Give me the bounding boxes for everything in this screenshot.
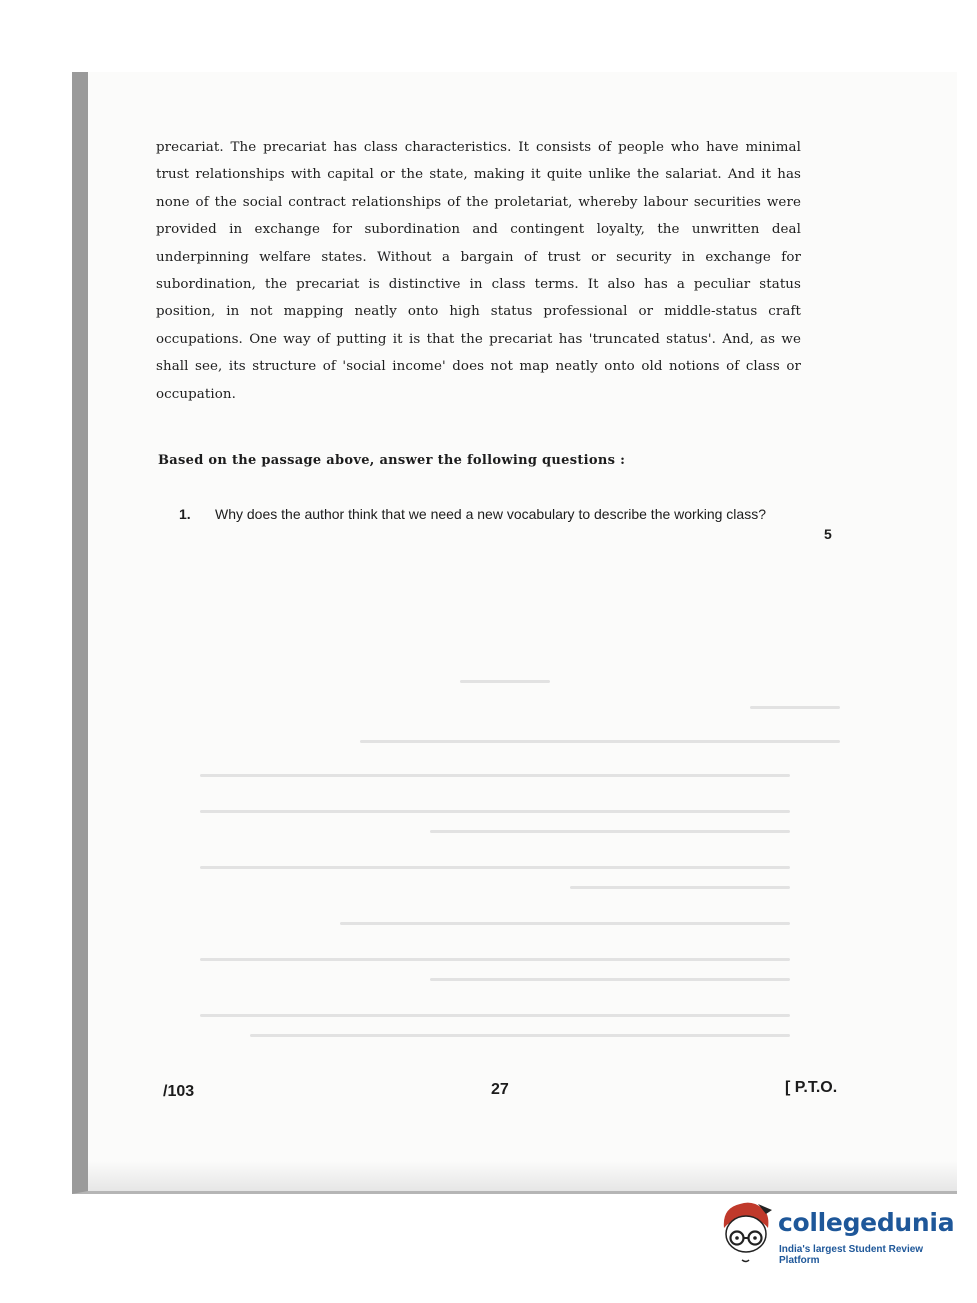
- passage-text: precariat. The precariat has class characteristics. It consists of people who have minimal trust relationships with capital or the state, making it quite unlike the salariat. And it has none of the social contract relationships of the proletariat, whereby labour securities were provided in exchange for subordination and contingent loyalty, the unwritten deal underpinning welfare states. Without a bargain of trust or security in exchange for subordination, the precariat is distinctive in class terms. It also has a peculiar status position, in not mapping neatly onto high status professional or middle-status craft occupations. One way of putting it is that the precariat has 'truncated status'. And, as we shall see, its structure of 'social income' does not map neatly onto old notions of class or occupation.: [156, 140, 801, 402]
- reverse-page-bleed-through: [190, 670, 850, 1050]
- student-mascot-icon: [718, 1198, 776, 1266]
- passage: [156, 134, 801, 408]
- pto-marker: [ P.T.O.: [785, 1079, 838, 1096]
- brand-logo: [718, 1198, 958, 1270]
- question-marks: 5: [824, 526, 832, 542]
- question-number: 1.: [179, 506, 191, 522]
- brand-tagline: India's largest Student Review Platform: [779, 1244, 924, 1266]
- question-text: Why does the author think that we need a new vocabulary to describe the working class?: [215, 506, 766, 522]
- instruction-heading: Based on the passage above, answer the following questions :: [158, 453, 626, 468]
- page-number: 27: [491, 1081, 509, 1098]
- paper-code: /103: [163, 1083, 195, 1100]
- brand-name: collegedunia: [778, 1208, 955, 1237]
